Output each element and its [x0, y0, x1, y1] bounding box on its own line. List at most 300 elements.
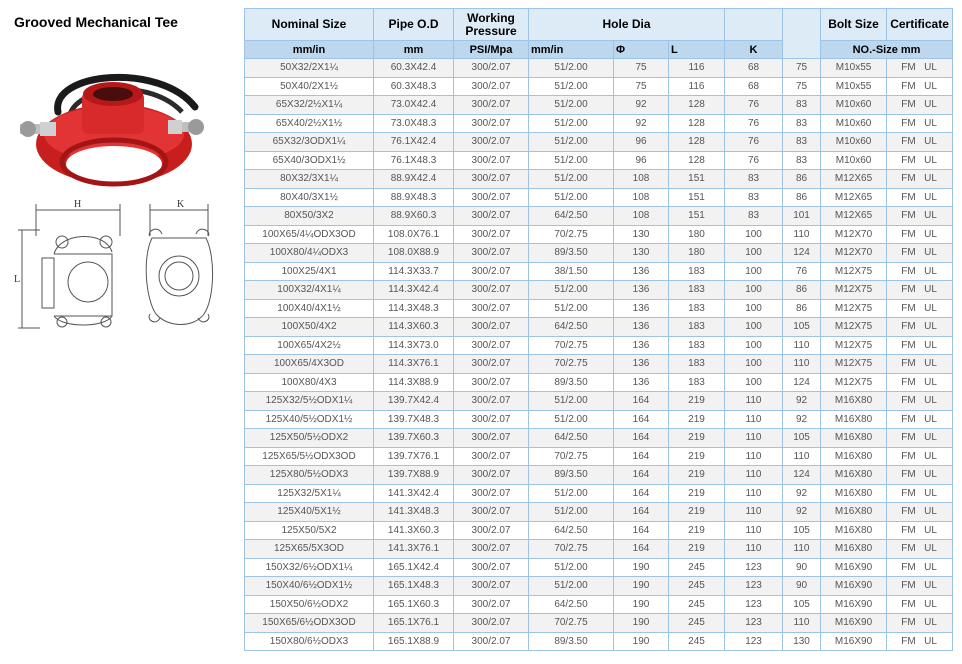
cert-ul: UL	[924, 191, 937, 203]
cell-hole-l: 183	[669, 281, 725, 300]
cell-nominal-size: 125X80/5½ODX3	[245, 466, 374, 485]
cell-hole-l: 219	[669, 540, 725, 559]
cell-bolt-size: M10x55	[821, 77, 887, 96]
cell-certificate	[887, 225, 953, 244]
cert-ul: UL	[924, 99, 937, 111]
cell-hole-phi: 92	[614, 96, 669, 115]
cert-ul: UL	[924, 617, 937, 629]
cell-hole-l: 183	[669, 355, 725, 374]
cell-working-pressure: 300/2.07	[454, 244, 529, 263]
table-row	[245, 299, 953, 318]
cell-nominal-size: 125X40/5½ODX1½	[245, 410, 374, 429]
cell-hole-mm-in: 70/2.75	[529, 225, 614, 244]
cell-extra-dim: 101	[783, 207, 821, 226]
cell-pipe-od: 165.1X76.1	[374, 614, 454, 633]
table-row	[245, 521, 953, 540]
cell-hole-k: 68	[725, 77, 783, 96]
table-row	[245, 188, 953, 207]
cell-working-pressure: 300/2.07	[454, 151, 529, 170]
cell-hole-l: 128	[669, 96, 725, 115]
cell-bolt-size: M16X80	[821, 429, 887, 448]
cell-hole-l: 219	[669, 392, 725, 411]
table-row	[245, 614, 953, 633]
cell-nominal-size: 65X32/2½X1¼	[245, 96, 374, 115]
cell-working-pressure: 300/2.07	[454, 577, 529, 596]
table-row	[245, 59, 953, 78]
table-row	[245, 281, 953, 300]
cell-hole-k: 110	[725, 484, 783, 503]
dim-k-label: K	[177, 199, 185, 210]
cell-working-pressure: 300/2.07	[454, 447, 529, 466]
cell-working-pressure: 300/2.07	[454, 299, 529, 318]
cell-hole-l: 219	[669, 447, 725, 466]
cert-fm: FM	[901, 136, 916, 148]
cell-pipe-od: 114.3X60.3	[374, 318, 454, 337]
cell-nominal-size: 50X40/2X1½	[245, 77, 374, 96]
cell-certificate	[887, 207, 953, 226]
cell-hole-k: 100	[725, 355, 783, 374]
cell-hole-mm-in: 64/2.50	[529, 595, 614, 614]
subheader-l: L	[669, 41, 725, 59]
cell-working-pressure: 300/2.07	[454, 429, 529, 448]
table-row	[245, 318, 953, 337]
cell-hole-l: 219	[669, 410, 725, 429]
cell-bolt-size: M10x60	[821, 133, 887, 152]
cell-hole-phi: 164	[614, 540, 669, 559]
cell-hole-phi: 164	[614, 429, 669, 448]
cell-pipe-od: 73.0X42.4	[374, 96, 454, 115]
cell-hole-k: 110	[725, 410, 783, 429]
cell-hole-k: 100	[725, 262, 783, 281]
cell-working-pressure: 300/2.07	[454, 188, 529, 207]
table-row	[245, 151, 953, 170]
cell-working-pressure: 300/2.07	[454, 77, 529, 96]
cert-fm: FM	[901, 265, 916, 277]
cell-hole-phi: 164	[614, 521, 669, 540]
cell-hole-k: 123	[725, 632, 783, 651]
cert-ul: UL	[924, 284, 937, 296]
cell-certificate	[887, 410, 953, 429]
header-pipe-od: Pipe O.D	[374, 9, 454, 41]
cell-working-pressure: 300/2.07	[454, 410, 529, 429]
cell-bolt-size: M16X80	[821, 521, 887, 540]
cell-certificate	[887, 336, 953, 355]
cell-bolt-size: M16X90	[821, 614, 887, 633]
cert-ul: UL	[924, 173, 937, 185]
cell-working-pressure: 300/2.07	[454, 336, 529, 355]
cell-certificate	[887, 577, 953, 596]
cell-bolt-size: M10x60	[821, 114, 887, 133]
subheader-no-size: NO.-Size mm	[821, 41, 953, 59]
cell-hole-phi: 92	[614, 114, 669, 133]
cell-bolt-size: M16X80	[821, 503, 887, 522]
table-row	[245, 96, 953, 115]
cell-hole-k: 123	[725, 577, 783, 596]
cell-hole-k: 123	[725, 595, 783, 614]
cert-ul: UL	[924, 321, 937, 333]
cell-hole-l: 183	[669, 336, 725, 355]
dim-h-label: H	[74, 199, 82, 210]
cell-hole-mm-in: 51/2.00	[529, 114, 614, 133]
cell-hole-mm-in: 51/2.00	[529, 281, 614, 300]
cell-hole-mm-in: 89/3.50	[529, 466, 614, 485]
cell-hole-l: 183	[669, 373, 725, 392]
cell-bolt-size: M16X90	[821, 632, 887, 651]
cell-hole-mm-in: 64/2.50	[529, 318, 614, 337]
cert-fm: FM	[901, 506, 916, 518]
cert-fm: FM	[901, 487, 916, 499]
cell-nominal-size: 100X65/4¼ODX3OD	[245, 225, 374, 244]
cell-hole-k: 100	[725, 299, 783, 318]
table-row	[245, 466, 953, 485]
table-row	[245, 540, 953, 559]
cell-nominal-size: 125X65/5X3OD	[245, 540, 374, 559]
cell-certificate	[887, 96, 953, 115]
cell-nominal-size: 65X40/2½X1½	[245, 114, 374, 133]
cell-working-pressure: 300/2.07	[454, 484, 529, 503]
cell-bolt-size: M10x55	[821, 59, 887, 78]
cell-extra-dim: 105	[783, 429, 821, 448]
cell-pipe-od: 88.9X48.3	[374, 188, 454, 207]
cert-fm: FM	[901, 247, 916, 259]
cell-hole-mm-in: 51/2.00	[529, 503, 614, 522]
cell-hole-mm-in: 51/2.00	[529, 151, 614, 170]
cell-bolt-size: M16X80	[821, 466, 887, 485]
table-row	[245, 429, 953, 448]
cell-extra-dim: 110	[783, 614, 821, 633]
cell-hole-l: 116	[669, 77, 725, 96]
cell-extra-dim: 110	[783, 336, 821, 355]
cell-hole-l: 128	[669, 114, 725, 133]
cell-hole-l: 219	[669, 484, 725, 503]
cert-ul: UL	[924, 561, 937, 573]
cell-bolt-size: M12X75	[821, 355, 887, 374]
cell-certificate	[887, 595, 953, 614]
cell-working-pressure: 300/2.07	[454, 281, 529, 300]
cell-bolt-size: M12X65	[821, 170, 887, 189]
cell-hole-phi: 108	[614, 207, 669, 226]
cell-hole-l: 245	[669, 558, 725, 577]
cell-hole-k: 83	[725, 170, 783, 189]
cell-nominal-size: 65X32/3ODX1¼	[245, 133, 374, 152]
cell-bolt-size: M16X80	[821, 484, 887, 503]
cert-fm: FM	[901, 302, 916, 314]
cell-extra-dim: 90	[783, 577, 821, 596]
cell-certificate	[887, 318, 953, 337]
cell-hole-k: 110	[725, 392, 783, 411]
cell-nominal-size: 150X32/6½ODX1¼	[245, 558, 374, 577]
cell-bolt-size: M10x60	[821, 96, 887, 115]
cell-certificate	[887, 244, 953, 263]
cell-extra-dim: 105	[783, 521, 821, 540]
cell-hole-k: 83	[725, 207, 783, 226]
cell-extra-dim: 75	[783, 77, 821, 96]
cell-hole-k: 76	[725, 96, 783, 115]
cell-certificate	[887, 373, 953, 392]
cell-extra-dim: 75	[783, 59, 821, 78]
cell-working-pressure: 300/2.07	[454, 133, 529, 152]
cell-pipe-od: 165.1X42.4	[374, 558, 454, 577]
cert-fm: FM	[901, 524, 916, 536]
cell-hole-k: 100	[725, 244, 783, 263]
table-row	[245, 577, 953, 596]
cell-hole-k: 110	[725, 429, 783, 448]
cell-hole-phi: 136	[614, 318, 669, 337]
subheader-hole-mm-in: mm/in	[529, 41, 614, 59]
cell-extra-dim: 86	[783, 299, 821, 318]
cell-extra-dim: 130	[783, 632, 821, 651]
cell-hole-phi: 164	[614, 466, 669, 485]
cell-pipe-od: 114.3X88.9	[374, 373, 454, 392]
cell-certificate	[887, 558, 953, 577]
cell-hole-l: 245	[669, 577, 725, 596]
cell-hole-k: 100	[725, 281, 783, 300]
cell-working-pressure: 300/2.07	[454, 558, 529, 577]
cell-certificate	[887, 281, 953, 300]
cell-extra-dim: 86	[783, 281, 821, 300]
cell-hole-phi: 136	[614, 281, 669, 300]
table-row	[245, 207, 953, 226]
cell-hole-l: 180	[669, 244, 725, 263]
cert-ul: UL	[924, 302, 937, 314]
cell-hole-phi: 164	[614, 392, 669, 411]
cell-hole-mm-in: 51/2.00	[529, 133, 614, 152]
cell-hole-phi: 136	[614, 262, 669, 281]
cell-hole-phi: 75	[614, 59, 669, 78]
cell-nominal-size: 100X32/4X1¼	[245, 281, 374, 300]
cell-hole-k: 123	[725, 558, 783, 577]
cert-fm: FM	[901, 80, 916, 92]
cell-extra-dim: 110	[783, 540, 821, 559]
cell-pipe-od: 76.1X48.3	[374, 151, 454, 170]
cell-hole-phi: 190	[614, 632, 669, 651]
cell-bolt-size: M12X70	[821, 244, 887, 263]
cell-pipe-od: 114.3X48.3	[374, 299, 454, 318]
cell-pipe-od: 114.3X76.1	[374, 355, 454, 374]
cell-hole-k: 100	[725, 373, 783, 392]
cert-fm: FM	[901, 154, 916, 166]
cell-extra-dim: 83	[783, 114, 821, 133]
cert-ul: UL	[924, 506, 937, 518]
cell-hole-l: 219	[669, 466, 725, 485]
cell-hole-l: 219	[669, 521, 725, 540]
cell-extra-dim: 76	[783, 262, 821, 281]
cell-hole-phi: 136	[614, 373, 669, 392]
cell-hole-l: 151	[669, 207, 725, 226]
subheader-mm-in: mm/in	[245, 41, 374, 59]
cell-pipe-od: 73.0X48.3	[374, 114, 454, 133]
cell-hole-phi: 136	[614, 355, 669, 374]
cert-fm: FM	[901, 395, 916, 407]
cell-working-pressure: 300/2.07	[454, 114, 529, 133]
header-nominal-size: Nominal Size	[245, 9, 374, 41]
cell-working-pressure: 300/2.07	[454, 503, 529, 522]
cert-fm: FM	[901, 284, 916, 296]
cell-extra-dim: 124	[783, 244, 821, 263]
cell-nominal-size: 150X80/6½ODX3	[245, 632, 374, 651]
cell-nominal-size: 100X80/4¼ODX3	[245, 244, 374, 263]
cell-certificate	[887, 170, 953, 189]
cell-nominal-size: 125X65/5½ODX3OD	[245, 447, 374, 466]
cell-certificate	[887, 503, 953, 522]
cell-bolt-size: M12X75	[821, 299, 887, 318]
cell-working-pressure: 300/2.07	[454, 207, 529, 226]
cell-pipe-od: 114.3X33.7	[374, 262, 454, 281]
cell-hole-l: 183	[669, 299, 725, 318]
cert-ul: UL	[924, 524, 937, 536]
page-title: Grooved Mechanical Tee	[14, 14, 178, 30]
cell-pipe-od: 114.3X73.0	[374, 336, 454, 355]
cell-hole-k: 76	[725, 151, 783, 170]
cell-hole-k: 110	[725, 503, 783, 522]
header-bolt-size: Bolt Size	[821, 9, 887, 41]
cell-hole-mm-in: 70/2.75	[529, 355, 614, 374]
cell-hole-mm-in: 70/2.75	[529, 614, 614, 633]
cert-fm: FM	[901, 469, 916, 481]
cert-fm: FM	[901, 62, 916, 74]
cell-hole-l: 183	[669, 318, 725, 337]
cell-certificate	[887, 447, 953, 466]
cell-extra-dim: 124	[783, 466, 821, 485]
cell-hole-mm-in: 51/2.00	[529, 188, 614, 207]
cert-ul: UL	[924, 62, 937, 74]
cell-pipe-od: 165.1X48.3	[374, 577, 454, 596]
cell-pipe-od: 141.3X42.4	[374, 484, 454, 503]
cell-working-pressure: 300/2.07	[454, 262, 529, 281]
dim-l-label: L	[14, 274, 21, 285]
cell-hole-k: 100	[725, 225, 783, 244]
cert-ul: UL	[924, 543, 937, 555]
cell-nominal-size: 100X65/4X2½	[245, 336, 374, 355]
cell-extra-dim: 86	[783, 170, 821, 189]
cell-pipe-od: 165.1X88.9	[374, 632, 454, 651]
table-row	[245, 558, 953, 577]
cell-bolt-size: M12X75	[821, 336, 887, 355]
cert-ul: UL	[924, 432, 937, 444]
cell-nominal-size: 125X50/5X2	[245, 521, 374, 540]
cell-extra-dim: 105	[783, 318, 821, 337]
table-row	[245, 484, 953, 503]
cert-fm: FM	[901, 413, 916, 425]
cell-extra-dim: 110	[783, 355, 821, 374]
cell-hole-mm-in: 89/3.50	[529, 244, 614, 263]
cell-pipe-od: 141.3X60.3	[374, 521, 454, 540]
cell-hole-l: 183	[669, 262, 725, 281]
cert-fm: FM	[901, 173, 916, 185]
cell-bolt-size: M16X90	[821, 558, 887, 577]
cell-extra-dim: 110	[783, 225, 821, 244]
cell-certificate	[887, 299, 953, 318]
cell-bolt-size: M12X70	[821, 225, 887, 244]
cert-fm: FM	[901, 99, 916, 111]
cell-certificate	[887, 77, 953, 96]
cell-certificate	[887, 429, 953, 448]
cert-fm: FM	[901, 432, 916, 444]
cell-nominal-size: 100X50/4X2	[245, 318, 374, 337]
cell-hole-k: 110	[725, 521, 783, 540]
cell-nominal-size: 125X32/5½ODX1¼	[245, 392, 374, 411]
table-row	[245, 595, 953, 614]
header-certificate: Certificate	[887, 9, 953, 41]
cell-pipe-od: 60.3X48.3	[374, 77, 454, 96]
cell-hole-phi: 108	[614, 188, 669, 207]
cell-pipe-od: 139.7X42.4	[374, 392, 454, 411]
cell-hole-phi: 136	[614, 299, 669, 318]
cell-hole-mm-in: 64/2.50	[529, 207, 614, 226]
cell-hole-mm-in: 64/2.50	[529, 521, 614, 540]
cell-pipe-od: 114.3X42.4	[374, 281, 454, 300]
cell-working-pressure: 300/2.07	[454, 466, 529, 485]
cert-ul: UL	[924, 358, 937, 370]
cell-hole-l: 180	[669, 225, 725, 244]
cell-pipe-od: 76.1X42.4	[374, 133, 454, 152]
cell-hole-k: 83	[725, 188, 783, 207]
table-row	[245, 355, 953, 374]
cell-working-pressure: 300/2.07	[454, 595, 529, 614]
cell-hole-phi: 190	[614, 577, 669, 596]
cert-ul: UL	[924, 487, 937, 499]
table-row	[245, 632, 953, 651]
table-row	[245, 170, 953, 189]
cell-hole-mm-in: 89/3.50	[529, 632, 614, 651]
header-hole-dia: Hole Dia	[529, 9, 725, 41]
cert-fm: FM	[901, 339, 916, 351]
cell-hole-l: 219	[669, 429, 725, 448]
cell-bolt-size: M16X90	[821, 577, 887, 596]
table-row	[245, 133, 953, 152]
cell-hole-mm-in: 51/2.00	[529, 558, 614, 577]
cell-certificate	[887, 540, 953, 559]
cell-pipe-od: 141.3X48.3	[374, 503, 454, 522]
cert-ul: UL	[924, 228, 937, 240]
cell-pipe-od: 60.3X42.4	[374, 59, 454, 78]
subheader-phi: Φ	[614, 41, 669, 59]
cell-nominal-size: 80X50/3X2	[245, 207, 374, 226]
cell-hole-phi: 164	[614, 484, 669, 503]
cell-bolt-size: M12X75	[821, 373, 887, 392]
cell-nominal-size: 150X65/6½ODX3OD	[245, 614, 374, 633]
table-row	[245, 114, 953, 133]
cell-hole-l: 151	[669, 188, 725, 207]
cert-fm: FM	[901, 450, 916, 462]
cell-bolt-size: M16X90	[821, 595, 887, 614]
cert-ul: UL	[924, 339, 937, 351]
cell-hole-l: 245	[669, 632, 725, 651]
table-row	[245, 262, 953, 281]
cell-certificate	[887, 133, 953, 152]
cell-hole-l: 128	[669, 133, 725, 152]
cert-fm: FM	[901, 210, 916, 222]
cell-certificate	[887, 188, 953, 207]
cell-bolt-size: M16X80	[821, 392, 887, 411]
cell-nominal-size: 100X80/4X3	[245, 373, 374, 392]
cell-pipe-od: 139.7X76.1	[374, 447, 454, 466]
cell-extra-dim: 92	[783, 503, 821, 522]
cell-hole-mm-in: 70/2.75	[529, 540, 614, 559]
cell-nominal-size: 125X32/5X1¼	[245, 484, 374, 503]
cell-nominal-size: 80X40/3X1½	[245, 188, 374, 207]
cell-bolt-size: M12X75	[821, 281, 887, 300]
cell-bolt-size: M12X65	[821, 188, 887, 207]
cell-hole-mm-in: 51/2.00	[529, 392, 614, 411]
table-row	[245, 503, 953, 522]
subheader-k: K	[725, 41, 783, 59]
header-k-blank	[725, 9, 783, 41]
cert-fm: FM	[901, 228, 916, 240]
cell-extra-dim: 83	[783, 151, 821, 170]
cert-fm: FM	[901, 191, 916, 203]
table-row	[245, 373, 953, 392]
